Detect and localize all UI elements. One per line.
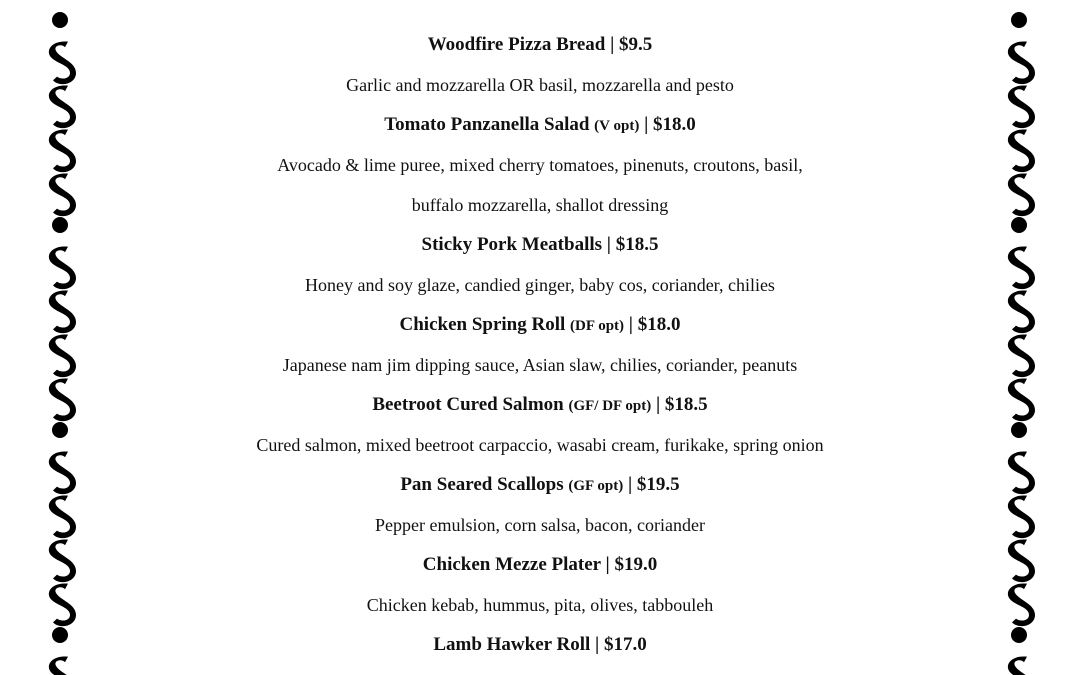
left-ornamental-border (38, 0, 82, 675)
menu-item-option: (GF opt) (568, 478, 624, 494)
menu-item-description: Japanese nam jim dipping sauce, Asian slaw, chilies, coriander, peanuts (282, 355, 798, 375)
menu-list (130, 25, 950, 665)
right-ornamental-border (997, 0, 1041, 675)
menu-item-price: $19.0 (614, 554, 658, 575)
menu-item-name: Woodfire Pizza Bread (427, 34, 606, 55)
menu-item-title: Pan Seared Scallops (GF opt) | $19.5 (400, 474, 680, 495)
menu-item-description: Cured salmon, mixed beetroot carpaccio, wasabi cream, furikake, spring onion (256, 435, 824, 455)
menu-item-title: Tomato Panzanella Salad (V opt) | $18.0 (384, 114, 696, 135)
menu-item-description: Garlic and mozzarella OR basil, mozzarella and pesto (346, 75, 734, 95)
menu-item-title: Woodfire Pizza Bread | $9.5 (427, 34, 653, 55)
menu-item (130, 465, 950, 545)
menu-item-price: $17.0 (603, 634, 647, 655)
menu-item-name: Beetroot Cured Salmon (372, 394, 564, 415)
menu-item-title: Sticky Pork Meatballs | $18.5 (421, 234, 659, 255)
menu-item (130, 625, 950, 665)
menu-item-name: Chicken Mezze Plater (422, 554, 601, 575)
menu-item-price: $19.5 (636, 474, 680, 495)
menu-item-title: Chicken Mezze Plater | $19.0 (422, 554, 658, 575)
menu-item-name: Chicken Spring Roll (399, 314, 566, 335)
menu-item-description: Chicken kebab, hummus, pita, olives, tabbouleh (366, 595, 714, 615)
menu-item (130, 225, 950, 305)
menu-item-price: $18.0 (653, 114, 696, 135)
menu-item (130, 385, 950, 465)
menu-item-price: $18.0 (637, 314, 681, 335)
menu-item-description: Honey and soy glaze, candied ginger, baby cos, coriander, chilies (305, 275, 775, 295)
menu-item-price: $18.5 (664, 394, 708, 415)
menu-item-title: Chicken Spring Roll (DF opt) | $18.0 (399, 314, 681, 335)
menu-item-description: buffalo mozzarella, shallot dressing (411, 195, 669, 215)
menu-item-title: Lamb Hawker Roll | $17.0 (433, 634, 647, 655)
menu-item-name: Sticky Pork Meatballs (421, 234, 603, 255)
menu-item-price: $9.5 (619, 34, 653, 55)
menu-item (130, 545, 950, 625)
menu-item-option: (DF opt) (570, 318, 625, 334)
menu-item-name: Tomato Panzanella Salad (384, 114, 590, 135)
menu-item-description: Avocado & lime puree, mixed cherry tomatoes, pinenuts, croutons, basil, (277, 155, 803, 175)
menu-item-title: Beetroot Cured Salmon (GF/ DF opt) | $18.5 (372, 394, 708, 415)
menu-item-name: Lamb Hawker Roll (433, 634, 591, 655)
menu-item-price: $18.5 (615, 234, 659, 255)
menu-item (130, 305, 950, 385)
ornamental-scroll-border-icon (38, 0, 82, 675)
ornamental-scroll-border-icon (997, 0, 1041, 675)
menu-item (130, 25, 950, 105)
menu-item (130, 105, 950, 225)
menu-item-option: (GF/ DF opt) (568, 398, 652, 414)
menu-item-option: (V opt) (594, 118, 640, 134)
menu-item-description: Pepper emulsion, corn salsa, bacon, coriander (375, 515, 705, 535)
menu-item-name: Pan Seared Scallops (400, 474, 564, 495)
